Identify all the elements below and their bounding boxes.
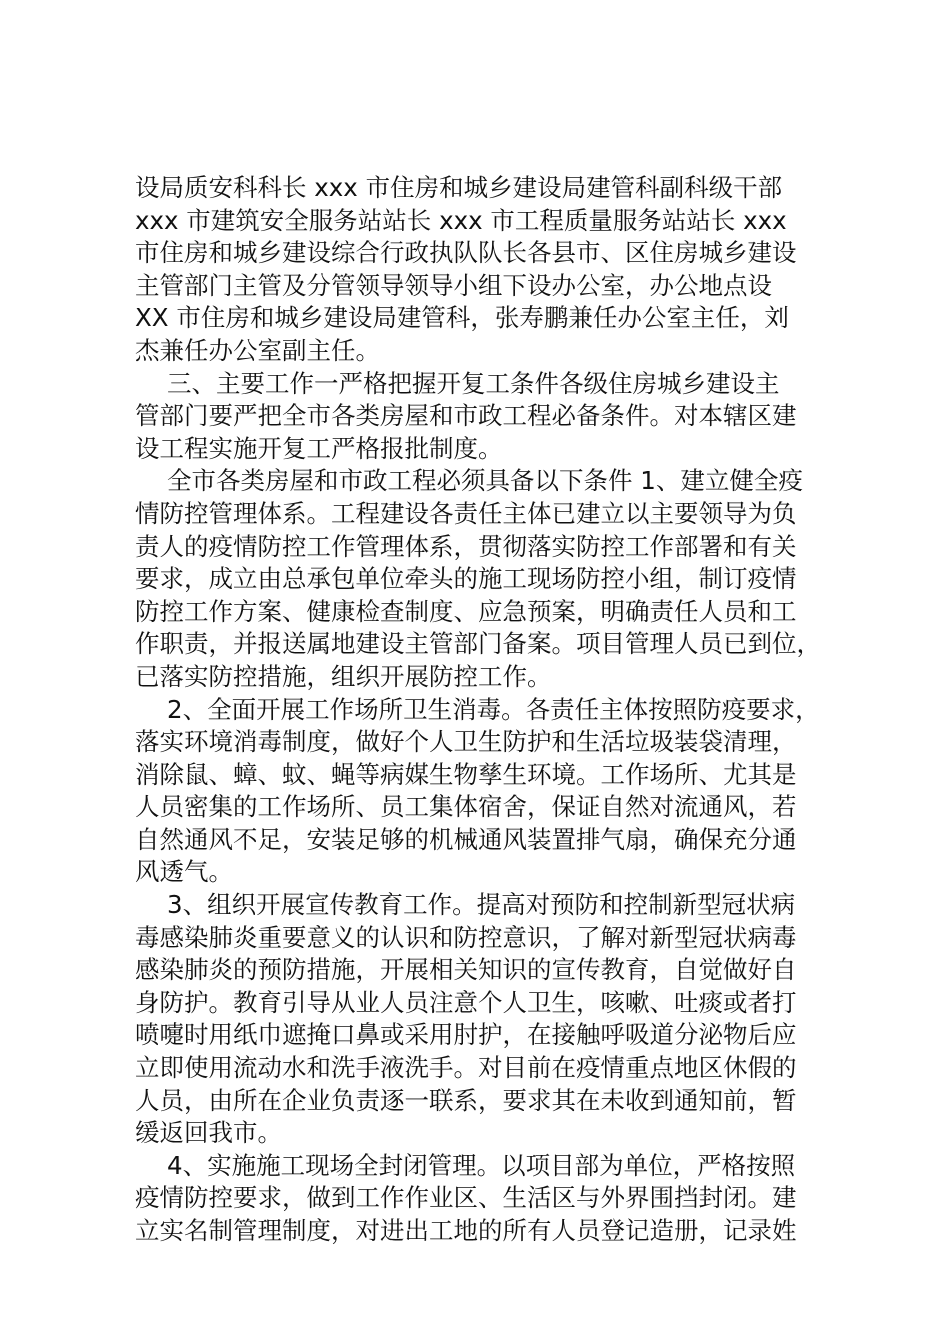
text-line: 人员密集的工作场所、员工集体宿舍，保证自然对流通风，若 [135,792,797,822]
text-line: 情防控管理体系。工程建设各责任主体已建立以主要领导为负 [135,498,797,528]
text-line: 疫情防控要求，做到工作作业区、生活区与外界围挡封闭。建 [135,1183,797,1213]
text-line: 杰兼任办公室副主任。 [135,335,380,365]
text-line: 感染肺炎的预防措施，开展相关知识的宣传教育，自觉做好自 [135,955,797,985]
text-line: 已落实防控措施，组织开展防控工作。 [135,661,552,691]
text-line: 落实环境消毒制度，做好个人卫生防护和生活垃圾装袋清理， [135,727,797,757]
paragraph-start-line: 全市各类房屋和市政工程必须具备以下条件 1、建立健全疫 [167,466,803,496]
text-line: 缓返回我市。 [135,1118,282,1148]
paragraph-start-line: 3、组织开展宣传教育工作。提高对预防和控制新型冠状病 [167,890,796,920]
text-line: 市住房和城乡建设综合行政执队队长各县市、区住房城乡建设 [135,238,797,268]
paragraph-start-line: 2、全面开展工作场所卫生消毒。各责任主体按照防疫要求， [167,694,820,724]
text-line: 责人的疫情防控工作管理体系，贯彻落实防控工作部署和有关 [135,531,797,561]
text-line: 毒感染肺炎重要意义的认识和防控意识，了解对新型冠状病毒 [135,922,797,952]
text-line: 防控工作方案、健康检查制度、应急预案，明确责任人员和工 [135,596,797,626]
text-line: xxx 市建筑安全服务站站长 xxx 市工程质量服务站站长 xxx [135,205,787,235]
text-line: 身防护。教育引导从业人员注意个人卫生，咳嗽、吐痰或者打 [135,987,797,1017]
section-heading-line: 三、主要工作一严格把握开复工条件各级住房城乡建设主 [167,368,780,398]
text-line: 要求，成立由总承包单位牵头的施工现场防控小组，制订疫情 [135,564,797,594]
text-line: 风透气。 [135,857,233,887]
text-line: 管部门要严把全市各类房屋和市政工程必备条件。对本辖区建 [135,401,797,431]
text-line: 人员，由所在企业负责逐一联系，要求其在未收到通知前，暂 [135,1085,797,1115]
paragraph-start-line: 4、实施施工现场全封闭管理。以项目部为单位，严格按照 [167,1150,796,1180]
text-line: 消除鼠、蟑、蚊、蝇等病媒生物孳生环境。工作场所、尤其是 [135,759,797,789]
document-body [135,172,835,1248]
text-line: 设局质安科科长 xxx 市住房和城乡建设局建管科副科级干部 [135,173,783,202]
text-line: 自然通风不足，安装足够的机械通风装置排气扇，确保充分通 [135,824,797,854]
text-line: 喷嚏时用纸巾遮掩口鼻或采用肘护，在接触呼吸道分泌物后应 [135,1020,797,1050]
text-line: 作职责，并报送属地建设主管部门备案。项目管理人员已到位， [135,629,821,659]
text-line: 立实名制管理制度，对进出工地的所有人员登记造册，记录姓 [135,1216,797,1245]
text-line: 主管部门主管及分管领导领导小组下设办公室，办公地点设 [135,270,772,300]
text-line: 设工程实施开复工严格报批制度。 [135,433,503,463]
text-line: XX 市住房和城乡建设局建管科，张寿鹏兼任办公室主任，刘 [135,303,789,333]
text-line: 立即使用流动水和洗手液洗手。对目前在疫情重点地区休假的 [135,1053,797,1083]
